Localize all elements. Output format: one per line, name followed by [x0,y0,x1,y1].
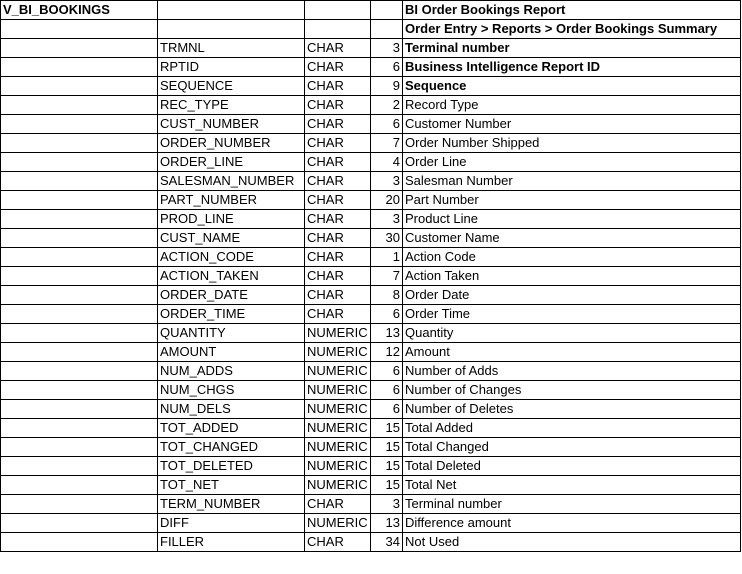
empty-cell[interactable] [1,381,158,400]
field-description-cell[interactable]: Sequence [403,77,741,96]
field-type-cell[interactable]: NUMERIC [305,457,371,476]
table-name-cell[interactable]: V_BI_BOOKINGS [1,1,158,20]
field-type-cell[interactable]: CHAR [305,115,371,134]
field-description-cell[interactable]: Action Code [403,248,741,267]
field-type-cell[interactable]: NUMERIC [305,381,371,400]
field-name-cell[interactable]: CUST_NUMBER [158,115,305,134]
field-description-cell[interactable]: Number of Deletes [403,400,741,419]
empty-cell[interactable] [371,20,403,39]
field-type-cell[interactable]: CHAR [305,153,371,172]
field-type-cell[interactable]: CHAR [305,533,371,552]
empty-cell[interactable] [1,77,158,96]
field-description-cell[interactable]: Order Line [403,153,741,172]
field-length-cell[interactable]: 34 [371,533,403,552]
field-length-cell[interactable]: 20 [371,191,403,210]
field-name-cell[interactable]: TOT_ADDED [158,419,305,438]
empty-cell[interactable] [1,495,158,514]
empty-cell[interactable] [1,172,158,191]
table-row [1,229,741,248]
field-name-cell[interactable]: TOT_CHANGED [158,438,305,457]
field-type-cell[interactable]: CHAR [305,305,371,324]
table-row [1,96,741,115]
field-name-cell[interactable]: ORDER_DATE [158,286,305,305]
field-length-cell[interactable]: 4 [371,153,403,172]
empty-cell[interactable] [1,286,158,305]
field-length-cell[interactable]: 15 [371,438,403,457]
report-title-cell[interactable]: BI Order Bookings Report [403,1,741,20]
field-description-cell[interactable]: Order Number Shipped [403,134,741,153]
empty-cell[interactable] [1,476,158,495]
field-description-cell[interactable]: Product Line [403,210,741,229]
field-type-cell[interactable]: CHAR [305,495,371,514]
field-description-cell[interactable]: Total Added [403,419,741,438]
table-row [1,286,741,305]
empty-cell[interactable] [1,343,158,362]
empty-cell[interactable] [1,324,158,343]
field-type-cell[interactable]: NUMERIC [305,362,371,381]
table-row [1,305,741,324]
field-name-cell[interactable]: REC_TYPE [158,96,305,115]
empty-cell[interactable] [1,134,158,153]
field-description-cell[interactable]: Part Number [403,191,741,210]
field-description-cell[interactable]: Total Changed [403,438,741,457]
field-name-cell[interactable]: TRMNL [158,39,305,58]
field-type-cell[interactable]: CHAR [305,39,371,58]
empty-cell[interactable] [158,1,305,20]
field-description-cell[interactable]: Number of Changes [403,381,741,400]
field-type-cell[interactable]: CHAR [305,229,371,248]
empty-cell[interactable] [1,514,158,533]
table-row [1,514,741,533]
empty-cell[interactable] [1,419,158,438]
field-name-cell[interactable]: PROD_LINE [158,210,305,229]
table-row [1,419,741,438]
table-row [1,533,741,552]
field-description-cell[interactable]: Total Deleted [403,457,741,476]
field-length-cell[interactable]: 6 [371,362,403,381]
empty-cell[interactable] [1,96,158,115]
field-name-cell[interactable]: QUANTITY [158,324,305,343]
field-type-cell[interactable]: NUMERIC [305,438,371,457]
field-type-cell[interactable]: CHAR [305,191,371,210]
field-name-cell[interactable]: TOT_NET [158,476,305,495]
field-type-cell[interactable]: CHAR [305,267,371,286]
field-description-cell[interactable]: Customer Name [403,229,741,248]
field-length-cell[interactable]: 1 [371,248,403,267]
field-length-cell[interactable]: 6 [371,58,403,77]
field-type-cell[interactable]: CHAR [305,134,371,153]
field-description-cell[interactable]: Not Used [403,533,741,552]
table-row [1,248,741,267]
field-name-cell[interactable]: ORDER_TIME [158,305,305,324]
table-row [1,172,741,191]
field-description-cell[interactable]: Terminal number [403,39,741,58]
empty-cell[interactable] [1,457,158,476]
field-name-cell[interactable]: RPTID [158,58,305,77]
field-length-cell[interactable]: 7 [371,134,403,153]
field-length-cell[interactable]: 7 [371,267,403,286]
empty-cell[interactable] [1,210,158,229]
field-length-cell[interactable]: 12 [371,343,403,362]
field-name-cell[interactable]: AMOUNT [158,343,305,362]
table-row [1,115,741,134]
table-row [1,476,741,495]
field-name-cell[interactable]: ACTION_TAKEN [158,267,305,286]
field-type-cell[interactable]: CHAR [305,58,371,77]
table-row [1,191,741,210]
field-description-cell[interactable]: Number of Adds [403,362,741,381]
field-description-cell[interactable]: Salesman Number [403,172,741,191]
field-length-cell[interactable]: 6 [371,305,403,324]
table-row [1,267,741,286]
table-row [1,134,741,153]
field-length-cell[interactable]: 6 [371,115,403,134]
menu-path-cell[interactable]: Order Entry > Reports > Order Bookings Summary [403,20,741,39]
field-description-cell[interactable]: Quantity [403,324,741,343]
field-type-cell[interactable]: CHAR [305,286,371,305]
empty-cell[interactable] [1,153,158,172]
field-description-cell[interactable]: Business Intelligence Report ID [403,58,741,77]
field-length-cell[interactable]: 15 [371,457,403,476]
header-row-2 [1,20,741,39]
field-description-cell[interactable]: Terminal number [403,495,741,514]
field-type-cell[interactable]: NUMERIC [305,419,371,438]
field-length-cell[interactable]: 2 [371,96,403,115]
field-name-cell[interactable]: NUM_ADDS [158,362,305,381]
empty-cell[interactable] [1,58,158,77]
table-row [1,495,741,514]
field-name-cell[interactable]: ORDER_NUMBER [158,134,305,153]
field-type-cell[interactable]: NUMERIC [305,476,371,495]
field-description-cell[interactable]: Customer Number [403,115,741,134]
field-name-cell[interactable]: NUM_CHGS [158,381,305,400]
field-type-cell[interactable]: NUMERIC [305,343,371,362]
field-length-cell[interactable]: 6 [371,381,403,400]
field-length-cell[interactable]: 3 [371,495,403,514]
empty-cell[interactable] [1,305,158,324]
field-name-cell[interactable]: NUM_DELS [158,400,305,419]
field-description-cell[interactable]: Difference amount [403,514,741,533]
field-name-cell[interactable]: ACTION_CODE [158,248,305,267]
field-length-cell[interactable]: 15 [371,476,403,495]
table-row [1,324,741,343]
empty-cell[interactable] [1,362,158,381]
field-type-cell[interactable]: CHAR [305,210,371,229]
table-row [1,39,741,58]
table-body [1,1,741,552]
empty-cell[interactable] [371,1,403,20]
empty-cell[interactable] [305,20,371,39]
field-name-cell[interactable]: DIFF [158,514,305,533]
field-name-cell[interactable]: CUST_NAME [158,229,305,248]
table-row [1,400,741,419]
empty-cell[interactable] [1,267,158,286]
field-type-cell[interactable]: CHAR [305,77,371,96]
table-row [1,438,741,457]
field-type-cell[interactable]: NUMERIC [305,324,371,343]
table-row [1,77,741,96]
field-length-cell[interactable]: 13 [371,514,403,533]
field-length-cell[interactable]: 6 [371,400,403,419]
field-description-cell[interactable]: Order Date [403,286,741,305]
field-name-cell[interactable]: SEQUENCE [158,77,305,96]
field-type-cell[interactable]: CHAR [305,96,371,115]
table-row [1,362,741,381]
field-type-cell[interactable]: CHAR [305,172,371,191]
field-length-cell[interactable]: 3 [371,39,403,58]
field-description-cell[interactable]: Record Type [403,96,741,115]
field-name-cell[interactable]: TOT_DELETED [158,457,305,476]
field-length-cell[interactable]: 15 [371,419,403,438]
empty-cell[interactable] [1,115,158,134]
field-length-cell[interactable]: 3 [371,210,403,229]
field-name-cell[interactable]: FILLER [158,533,305,552]
header-row-1 [1,1,741,20]
empty-cell[interactable] [1,191,158,210]
field-length-cell[interactable]: 8 [371,286,403,305]
field-description-cell[interactable]: Total Net [403,476,741,495]
empty-cell[interactable] [305,1,371,20]
table-row [1,343,741,362]
field-length-cell[interactable]: 9 [371,77,403,96]
field-type-cell[interactable]: NUMERIC [305,400,371,419]
field-length-cell[interactable]: 30 [371,229,403,248]
field-length-cell[interactable]: 3 [371,172,403,191]
field-name-cell[interactable]: PART_NUMBER [158,191,305,210]
table-row [1,153,741,172]
empty-cell[interactable] [1,39,158,58]
field-description-cell[interactable]: Action Taken [403,267,741,286]
field-name-cell[interactable]: ORDER_LINE [158,153,305,172]
field-length-cell[interactable]: 13 [371,324,403,343]
field-type-cell[interactable]: CHAR [305,248,371,267]
field-type-cell[interactable]: NUMERIC [305,514,371,533]
empty-cell[interactable] [1,20,158,39]
table-row [1,381,741,400]
table-row [1,58,741,77]
field-description-cell[interactable]: Amount [403,343,741,362]
empty-cell[interactable] [1,438,158,457]
field-name-cell[interactable]: TERM_NUMBER [158,495,305,514]
empty-cell[interactable] [1,400,158,419]
table-row [1,457,741,476]
table-row [1,210,741,229]
empty-cell[interactable] [1,248,158,267]
field-description-cell[interactable]: Order Time [403,305,741,324]
field-name-cell[interactable]: SALESMAN_NUMBER [158,172,305,191]
empty-cell[interactable] [1,229,158,248]
empty-cell[interactable] [1,533,158,552]
empty-cell[interactable] [158,20,305,39]
